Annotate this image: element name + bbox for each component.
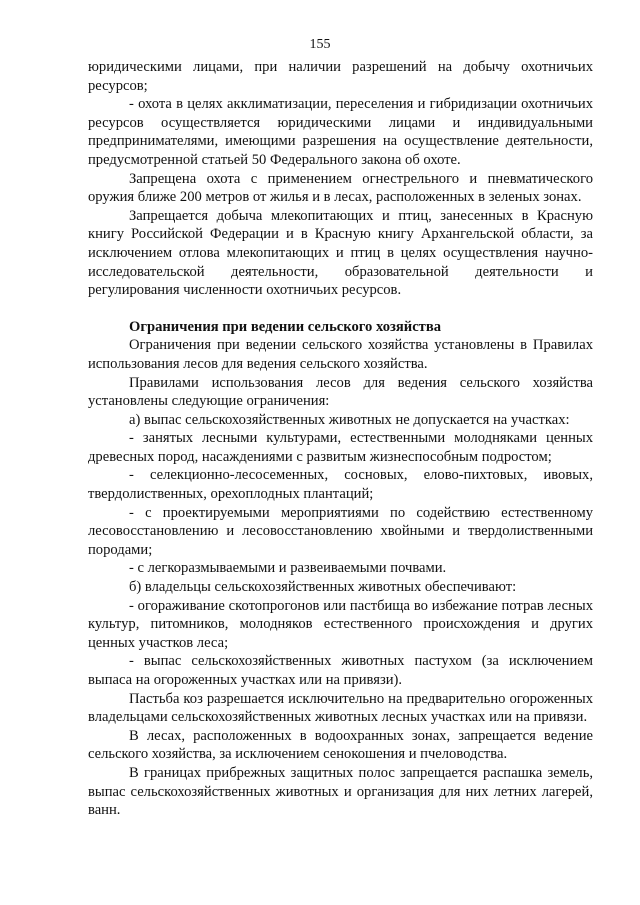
paragraphs-bottom [88, 336, 593, 819]
paragraph: юридическими лицами, при наличии разрешений на добычу охотничьих ресурсов; [88, 59, 593, 94]
paragraph: - селекционно-лесосеменных, сосновых, елово-пихтовых, ивовых, твердолиственных, орехоплодных плантаций; [88, 467, 593, 503]
paragraph: - выпас сельскохозяйственных животных пастухом (за исключением выпаса на огороженных участках или на привязи). [88, 653, 593, 688]
paragraph: - охота в целях акклиматизации, переселения и гибридизации охотничьих ресурсов осуществляется юридическими лицами и индивидуальными предпринимателями, имеющими разрешения на осуществление деятельности, предусмотренной статьей 50 Федерального закона об охоте. [88, 96, 593, 168]
paragraph: Запрещается добыча млекопитающих и птиц, занесенных в Красную книгу Российской Федерации и в Красную книгу Архангельской области, за исключением отлова млекопитающих и птиц в целях осуществления научно-исследовательской деятельности, образовательной деятельности и регулирования численности охотничьих ресурсов. [88, 207, 593, 299]
paragraphs-top [88, 58, 593, 300]
paragraph: б) владельцы сельскохозяйственных животных обеспечивают: [129, 579, 517, 596]
paragraph: а) выпас сельскохозяйственных животных не допускается на участках: [129, 411, 570, 428]
page-number: 155 [309, 37, 331, 52]
paragraph: В границах прибрежных защитных полос запрещается распашка земель, выпас сельскохозяйственных животных и организация для них летних лагерей, ванн. [88, 764, 593, 819]
paragraph: Ограничения при ведении сельского хозяйства установлены в Правилах использования лесов для ведения сельского хозяйства. [88, 337, 593, 372]
paragraph: - занятых лесными культурами, естественными молодняками ценных древесных пород, насаждениями с развитым жизнеспособным подростом; [88, 430, 593, 465]
paragraph: Правилами использования лесов для ведения сельского хозяйства установлены следующие ограничения: [88, 374, 593, 410]
paragraph: В лесах, расположенных в водоохранных зонах, запрещается ведение сельского хозяйства, за исключением сенокошения и пчеловодства. [88, 727, 593, 763]
section-heading: Ограничения при ведении сельского хозяйства [129, 318, 442, 335]
paragraph: - с легкоразмываемыми и развеиваемыми почвами. [129, 560, 447, 577]
paragraph: - огораживание скотопрогонов или пастбища во избежание потрав лесных культур, питомников, молодняков естественного происхождения и других ценных участков леса; [88, 597, 593, 651]
paragraph: Пастьба коз разрешается исключительно на предварительно огороженных владельцами сельскохозяйственных животных лесных участках или на привязи. [88, 690, 593, 726]
paragraph: - с проектируемыми мероприятиями по содействию естественному лесовосстановлению и лесовосстановлению хвойными и твердолиственными породами; [88, 504, 593, 558]
text-body [88, 58, 593, 820]
paragraph: Запрещена охота с применением огнестрельного и пневматического оружия ближе 200 метров от жилья и в лесах, расположенных в зеленых зонах. [88, 170, 593, 206]
